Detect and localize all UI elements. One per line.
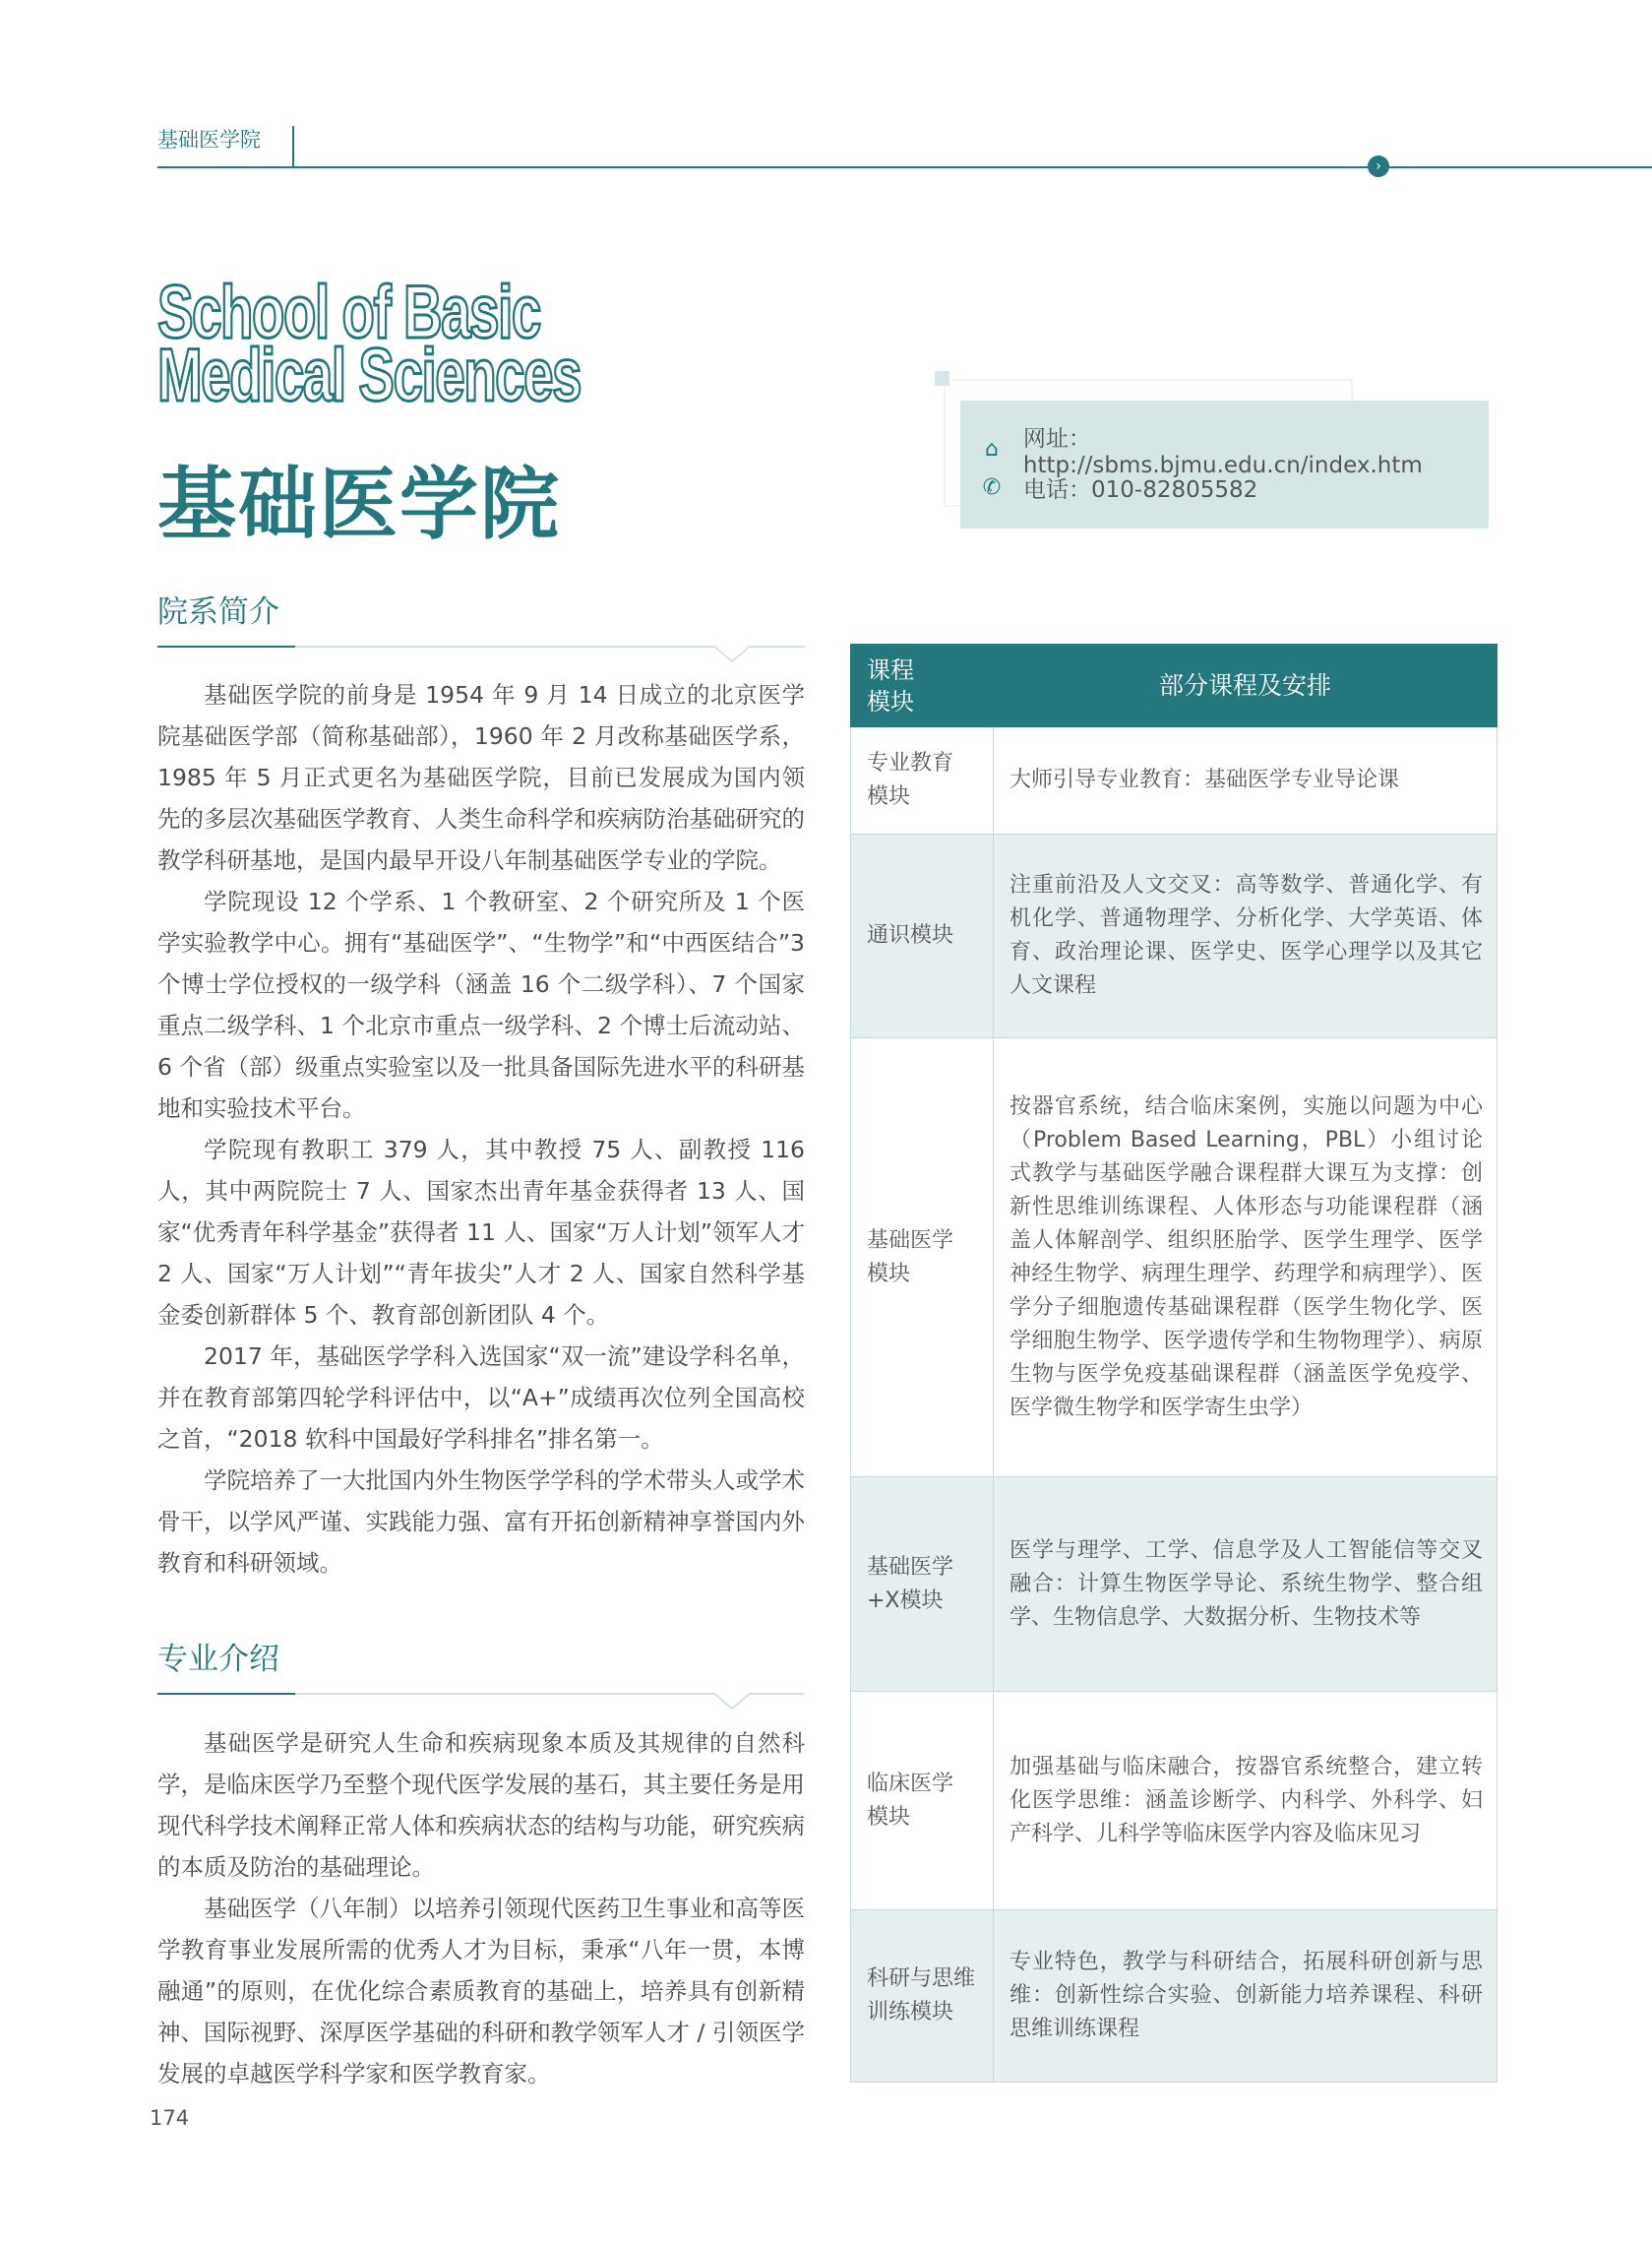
module-name: 临床医学模块	[867, 1771, 954, 1830]
section-rule	[157, 1693, 805, 1695]
title-english	[157, 271, 581, 417]
module-content: 注重前沿及人文交叉：高等数学、普通化学、有机化学、普通物理学、分析化学、大学英语、体育、政治理论课、医学史、医学心理学以及其它人文课程	[994, 835, 1498, 1038]
info-decoration-square	[935, 371, 949, 386]
module-name: 专业教育模块	[867, 751, 954, 809]
website-text: 网址：http://sbms.bjmu.edu.cn/index.htm	[1022, 426, 1423, 478]
intro-body	[157, 674, 805, 1584]
module-name: 基础医学模块	[867, 1227, 954, 1286]
section-notch	[713, 645, 753, 664]
curriculum-table	[850, 644, 1498, 2083]
module-content: 按器官系统，结合临床案例，实施以问题为中心（Problem Based Learning，PBL）小组讨论式教学与基础医学融合课程群大课互为支撑：创新性思维训练课程、人体形态与功能课程群（涵盖人体解剖学、组织胚胎学、医学生理学、医学神经生物学、病理生理学、药理学和病理学）、医学分子细胞遗传基础课程群（医学生物化学、医学细胞生物学、医学遗传学和生物物理学）、病原生物与医学免疫基础课程群（涵盖医学免疫学、医学微生物学和医学寄生虫学）	[994, 1038, 1498, 1477]
module-name: 科研与思维训练模块	[867, 1966, 976, 2024]
table-row	[851, 1910, 1498, 2083]
running-header: 基础医学院	[157, 128, 261, 152]
table-row	[851, 1692, 1498, 1910]
page-title: 基础医学院	[157, 459, 561, 550]
paragraph: 基础医学是研究人生命和疾病现象本质及其规律的自然科学，是临床医学乃至整个现代医学发展的基石，其主要任务是用现代科学技术阐释正常人体和疾病状态的结构与功能，研究疾病的本质及防治的基础理论。	[157, 1729, 805, 1881]
major-body	[157, 1722, 805, 2094]
table-header-module: 课程模块	[851, 645, 994, 727]
chevron-right-icon: ›	[1368, 156, 1389, 177]
table-row	[851, 835, 1498, 1038]
paragraph: 学院培养了一大批国内外生物医学学科的学术带头人或学术骨干，以学风严谨、实践能力强、富有开拓创新精神享誉国内外教育和科研领域。	[157, 1466, 805, 1577]
module-content: 大师引导专业教育：基础医学专业导论课	[994, 727, 1498, 835]
module-content: 医学与理学、工学、信息学及人工智能信等交叉融合：计算生物医学导论、系统生物学、整合组学、生物信息学、大数据分析、生物技术等	[994, 1477, 1498, 1692]
home-icon: ⌂	[984, 437, 999, 462]
table-row	[851, 1038, 1498, 1477]
paragraph: 2017 年，基础医学学科入选国家“双一流”建设学科名单，并在教育部第四轮学科评估中，以“A+”成绩再次位列全国高校之首，“2018 软科中国最好学科排名”排名第一。	[157, 1342, 805, 1453]
table-header-content: 部分课程及安排	[994, 645, 1498, 727]
table-row	[851, 727, 1498, 835]
title-english-line1: School of Basic	[157, 271, 540, 354]
contact-box	[960, 401, 1489, 529]
phone-text: 电话：010-82805582	[1023, 477, 1258, 503]
paragraph: 学院现设 12 个学系、1 个教研室、2 个研究所及 1 个医学实验教学中心。拥有“基础医学”、“生物学”和“中西医结合”3 个博士学位授权的一级学科（涵盖 16 个二级学科）、7 个国家重点二级学科、1 个北京市重点一级学科、2 个博士后流动站、6 个省（部）级重点实验室以及一批具备国际先进水平的科研基地和实验技术平台。	[157, 888, 805, 1122]
paragraph: 基础医学院的前身是 1954 年 9 月 14 日成立的北京医学院基础医学部（简称基础部），1960 年 2 月改称基础医学系，1985 年 5 月正式更名为基础医学院，目前已发展成为国内领先的多层次基础医学教育、人类生命科学和疾病防治基础研究的教学科研基地，是国内最早开设八年制基础医学专业的学院。	[157, 681, 805, 874]
table-row	[851, 1477, 1498, 1692]
section-title-major: 专业介绍	[157, 1642, 279, 1677]
table-header-row	[851, 645, 1498, 727]
section-rule	[157, 646, 805, 648]
phone-icon: ✆	[982, 475, 1002, 500]
header-rule	[157, 166, 1652, 168]
module-name: 通识模块	[867, 923, 954, 948]
module-name: 基础医学+X模块	[867, 1554, 954, 1613]
header-divider	[292, 126, 294, 167]
title-english-line2: Medical Sciences	[157, 334, 581, 417]
paragraph: 基础医学（八年制）以培养引领现代医药卫生事业和高等医学教育事业发展所需的优秀人才为目标，秉承“八年一贯，本博融通”的原则，在优化综合素质教育的基础上，培养具有创新精神、国际视野、深厚医学基础的科研和教学领军人才 / 引领医学发展的卓越医学科学家和医学教育家。	[157, 1895, 805, 2087]
module-content: 加强基础与临床融合，按器官系统整合，建立转化医学思维：涵盖诊断学、内科学、外科学、妇产科学、儿科学等临床医学内容及临床见习	[994, 1692, 1498, 1910]
module-content: 专业特色，教学与科研结合，拓展科研创新与思维：创新性综合实验、创新能力培养课程、科研思维训练课程	[994, 1910, 1498, 2083]
section-notch	[713, 1692, 753, 1712]
section-title-intro: 院系简介	[157, 594, 279, 630]
paragraph: 学院现有教职工 379 人，其中教授 75 人、副教授 116 人，其中两院院士 7 人、国家杰出青年基金获得者 13 人、国家“优秀青年科学基金”获得者 11 人、国家“万人计划”领军人才 2 人、国家“万人计划”“青年拔尖”人才 2 人、国家自然科学基金委创新群体 5 个、教育部创新团队 4 个。	[157, 1136, 805, 1329]
page-number: 174	[150, 2106, 190, 2130]
